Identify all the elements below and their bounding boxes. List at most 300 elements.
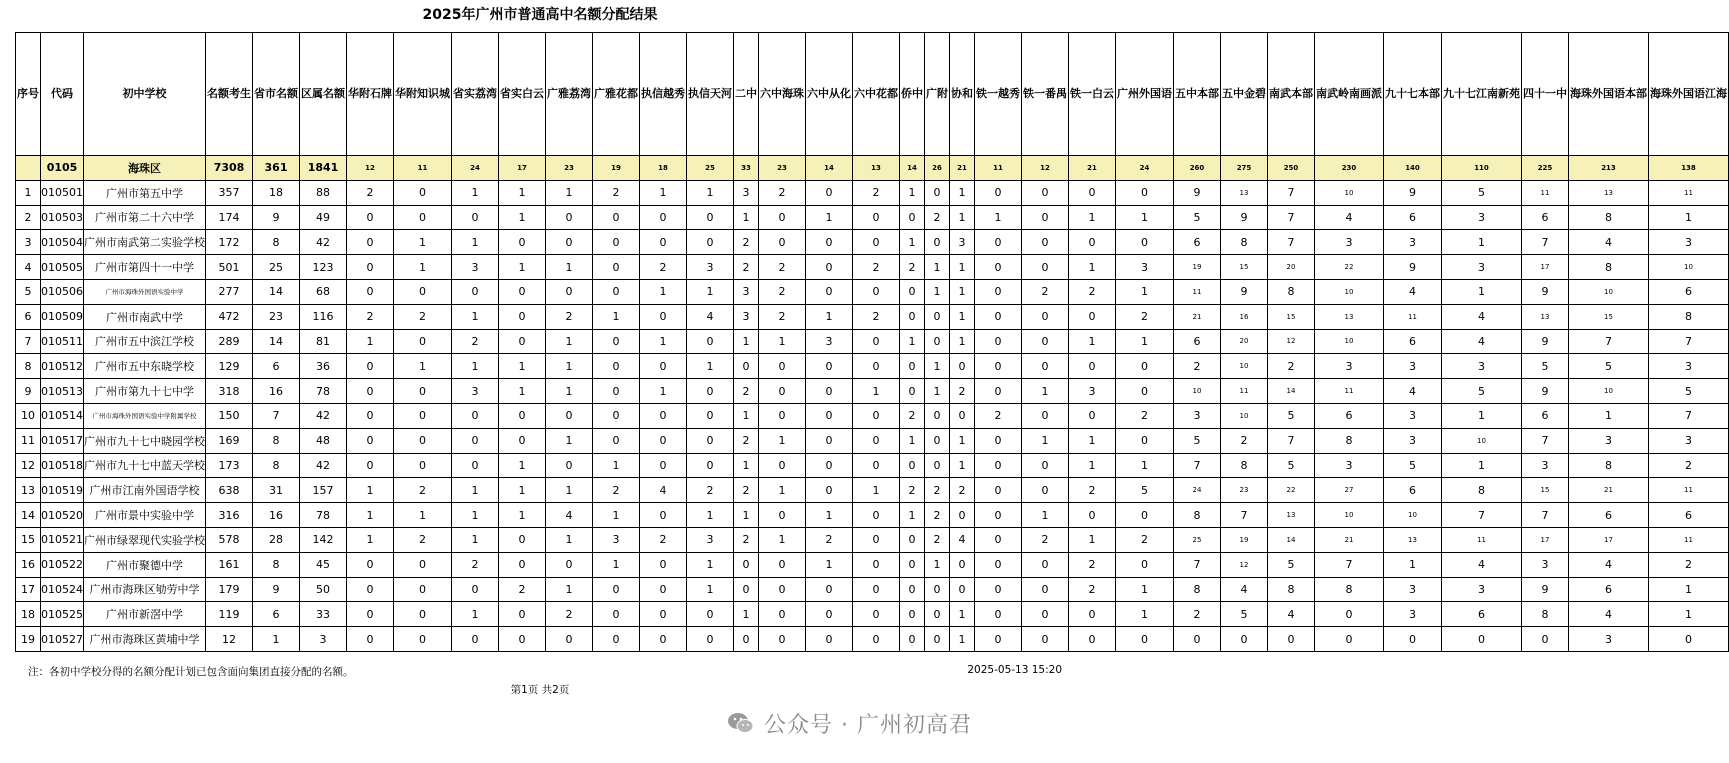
table-cell: 173 (206, 453, 253, 478)
school-name-cell: 广州市海珠区劬劳中学 (84, 577, 206, 602)
table-cell: 1 (1569, 403, 1649, 428)
table-cell: 0 (687, 379, 734, 404)
table-cell: 2 (806, 527, 853, 552)
table-cell: 7 (1268, 205, 1315, 230)
table-cell: 4 (546, 503, 593, 528)
table-cell: 9 (253, 205, 300, 230)
table-cell: 2 (394, 304, 452, 329)
table-cell: 0 (1022, 354, 1069, 379)
table-cell: 1 (1022, 379, 1069, 404)
table-cell: 0 (759, 230, 806, 255)
table-cell: 6 (1569, 503, 1649, 528)
table-cell: 8 (16, 354, 41, 379)
table-cell: 6 (1649, 279, 1729, 304)
table-cell: 0 (950, 552, 975, 577)
table-cell: 12 (16, 453, 41, 478)
table-cell: 1 (925, 379, 950, 404)
table-cell: 0 (687, 205, 734, 230)
table-cell: 1 (734, 205, 759, 230)
table-cell: 19 (1174, 255, 1221, 280)
table-row (16, 527, 1729, 552)
table-cell: 2 (1174, 354, 1221, 379)
table-cell: 1 (950, 627, 975, 652)
table-cell: 2 (1022, 279, 1069, 304)
table-cell: 0 (1022, 602, 1069, 627)
table-cell: 161 (206, 552, 253, 577)
table-cell: 0 (687, 230, 734, 255)
table-cell: 1 (1069, 329, 1116, 354)
table-cell: 0 (347, 627, 394, 652)
table-cell: 78 (300, 379, 347, 404)
table-cell: 0 (759, 205, 806, 230)
table-cell: 8 (1268, 279, 1315, 304)
school-name-cell: 广州市景中实验中学 (84, 503, 206, 528)
table-cell: 0 (499, 279, 546, 304)
table-cell: 0 (925, 627, 950, 652)
school-name-cell: 广州市绿翠现代实验学校 (84, 527, 206, 552)
table-cell: 5 (1442, 180, 1522, 205)
table-cell: 3 (1315, 354, 1384, 379)
table-cell: 1 (759, 527, 806, 552)
table-cell: 1 (950, 304, 975, 329)
table-cell: 23 (546, 156, 593, 181)
table-cell: 3 (1522, 552, 1569, 577)
table-cell: 14 (1268, 527, 1315, 552)
table-cell: 0 (452, 403, 499, 428)
table-cell: 3 (1649, 428, 1729, 453)
table-cell: 6 (16, 304, 41, 329)
table-cell: 1 (499, 379, 546, 404)
table-cell: 1 (687, 279, 734, 304)
table-cell: 0 (593, 329, 640, 354)
table-cell: 3 (300, 627, 347, 652)
table-cell: 3 (452, 379, 499, 404)
table-cell: 48 (300, 428, 347, 453)
table-cell: 13 (1315, 304, 1384, 329)
table-cell: 1 (950, 329, 975, 354)
table-cell: 1 (253, 627, 300, 652)
table-cell: 2 (347, 304, 394, 329)
column-header: 六中花都 (853, 33, 900, 156)
column-header: 广附 (925, 33, 950, 156)
table-cell: 15 (1268, 304, 1315, 329)
table-cell: 12 (1268, 329, 1315, 354)
table-cell: 0 (640, 205, 687, 230)
table-cell: 0 (975, 255, 1022, 280)
table-cell: 24 (452, 156, 499, 181)
table-cell: 4 (1569, 602, 1649, 627)
table-cell: 1 (1116, 453, 1174, 478)
table-cell: 5 (16, 279, 41, 304)
table-cell: 0 (1022, 577, 1069, 602)
table-cell: 0 (1069, 403, 1116, 428)
table-cell: 010504 (41, 230, 84, 255)
table-cell: 0 (853, 428, 900, 453)
table-cell: 1 (499, 354, 546, 379)
table-row (16, 255, 1729, 280)
table-cell: 0 (1384, 627, 1442, 652)
table-cell: 0 (593, 428, 640, 453)
table-cell: 2 (687, 478, 734, 503)
table-cell: 6 (1522, 403, 1569, 428)
table-header-row (16, 33, 1729, 156)
table-cell: 0 (1022, 329, 1069, 354)
table-cell: 33 (734, 156, 759, 181)
table-cell: 174 (206, 205, 253, 230)
table-row (16, 503, 1729, 528)
table-cell: 0 (806, 255, 853, 280)
table-cell: 4 (1442, 329, 1522, 354)
table-cell: 1 (640, 279, 687, 304)
table-cell: 2 (759, 279, 806, 304)
table-cell: 0 (347, 354, 394, 379)
table-cell: 0 (347, 279, 394, 304)
table-cell: 17 (1569, 527, 1649, 552)
table-cell: 0 (806, 403, 853, 428)
table-cell: 010518 (41, 453, 84, 478)
table-cell: 14 (253, 279, 300, 304)
table-cell: 0 (593, 230, 640, 255)
school-name-cell: 广州市江南外国语学校 (84, 478, 206, 503)
table-cell: 3 (734, 304, 759, 329)
table-cell: 2 (925, 478, 950, 503)
table-cell: 0 (806, 230, 853, 255)
table-cell: 0 (975, 478, 1022, 503)
table-cell: 10 (1442, 428, 1522, 453)
table-cell: 0 (1116, 180, 1174, 205)
table-cell: 1 (1069, 453, 1116, 478)
table-cell: 25 (1174, 527, 1221, 552)
table-cell: 13 (1384, 527, 1442, 552)
table-cell: 0 (975, 354, 1022, 379)
table-cell: 010522 (41, 552, 84, 577)
table-cell: 9 (1174, 180, 1221, 205)
table-cell: 0 (853, 403, 900, 428)
table-cell: 9 (253, 577, 300, 602)
table-cell: 0 (593, 577, 640, 602)
table-cell: 36 (300, 354, 347, 379)
table-cell: 1 (394, 503, 452, 528)
table-cell: 1 (394, 255, 452, 280)
table-cell: 78 (300, 503, 347, 528)
column-header: 南武本部 (1268, 33, 1315, 156)
table-cell: 19 (16, 627, 41, 652)
table-cell: 0 (687, 329, 734, 354)
table-cell: 1 (806, 552, 853, 577)
table-cell: 1 (640, 329, 687, 354)
table-cell: 13 (1522, 304, 1569, 329)
table-cell: 0 (853, 279, 900, 304)
table-cell: 1 (1384, 552, 1442, 577)
table-row (16, 453, 1729, 478)
table-cell: 0 (1069, 354, 1116, 379)
table-cell: 15 (1522, 478, 1569, 503)
table-cell: 5 (1442, 379, 1522, 404)
table-cell: 5 (1116, 478, 1174, 503)
table-cell: 0 (853, 527, 900, 552)
table-cell: 12 (1221, 552, 1268, 577)
table-cell: 0 (734, 354, 759, 379)
table-cell: 0 (759, 577, 806, 602)
table-cell: 88 (300, 180, 347, 205)
table-cell: 0 (1315, 602, 1384, 627)
table-cell: 8 (1315, 428, 1384, 453)
table-cell: 1 (759, 428, 806, 453)
table-cell: 2 (900, 255, 925, 280)
table-cell: 0 (1315, 627, 1384, 652)
table-cell: 1 (1069, 527, 1116, 552)
table-cell: 1 (900, 180, 925, 205)
table-cell: 1 (452, 230, 499, 255)
table-cell: 0 (452, 428, 499, 453)
table-cell: 3 (734, 279, 759, 304)
table-cell: 9 (1221, 205, 1268, 230)
table-cell: 1 (925, 354, 950, 379)
table-cell: 0 (640, 354, 687, 379)
table-cell: 0 (499, 329, 546, 354)
table-cell: 1 (499, 478, 546, 503)
school-name-cell: 广州市第九十七中学 (84, 379, 206, 404)
table-cell: 7 (1649, 403, 1729, 428)
table-cell: 0 (853, 503, 900, 528)
table-cell: 14 (806, 156, 853, 181)
table-cell: 010520 (41, 503, 84, 528)
table-cell: 3 (16, 230, 41, 255)
table-cell: 42 (300, 230, 347, 255)
table-cell: 010503 (41, 205, 84, 230)
table-cell: 179 (206, 577, 253, 602)
column-header: 五中本部 (1174, 33, 1221, 156)
table-cell: 0 (640, 552, 687, 577)
table-cell: 15 (16, 527, 41, 552)
table-cell: 2 (1022, 527, 1069, 552)
table-cell: 17 (1522, 255, 1569, 280)
table-cell: 3 (1384, 577, 1442, 602)
table-cell: 0 (1649, 627, 1729, 652)
table-cell: 0 (640, 627, 687, 652)
table-cell: 1 (734, 602, 759, 627)
table-cell: 1 (950, 180, 975, 205)
table-cell: 0 (499, 602, 546, 627)
table-cell: 0 (347, 552, 394, 577)
table-cell: 6 (1442, 602, 1522, 627)
table-cell: 142 (300, 527, 347, 552)
table-cell: 0 (759, 602, 806, 627)
table-row (16, 230, 1729, 255)
column-header: 六中海珠 (759, 33, 806, 156)
table-cell: 0 (1116, 379, 1174, 404)
school-name-cell: 广州市海珠区黄埔中学 (84, 627, 206, 652)
table-cell: 3 (1116, 255, 1174, 280)
table-cell: 316 (206, 503, 253, 528)
table-cell: 6 (1649, 503, 1729, 528)
table-cell: 010505 (41, 255, 84, 280)
table-row (16, 354, 1729, 379)
table-cell: 1 (347, 527, 394, 552)
table-cell: 1 (499, 205, 546, 230)
table-cell: 16 (253, 503, 300, 528)
table-cell: 3 (1569, 428, 1649, 453)
table-cell: 0 (975, 329, 1022, 354)
table-cell: 2 (734, 230, 759, 255)
table-cell: 7 (1315, 552, 1384, 577)
table-cell: 0 (1069, 304, 1116, 329)
table-cell: 2 (1221, 428, 1268, 453)
school-name-cell: 广州市聚德中学 (84, 552, 206, 577)
table-cell: 1 (593, 304, 640, 329)
table-cell: 1 (1116, 577, 1174, 602)
table-cell: 8 (253, 428, 300, 453)
table-cell: 0 (925, 453, 950, 478)
table-cell: 0 (759, 403, 806, 428)
table-cell: 0 (759, 503, 806, 528)
table-cell: 0 (734, 577, 759, 602)
table-cell: 23 (759, 156, 806, 181)
table-cell: 0 (975, 627, 1022, 652)
table-cell: 172 (206, 230, 253, 255)
table-cell: 0 (593, 354, 640, 379)
table-cell: 2 (900, 478, 925, 503)
table-cell: 10 (1649, 255, 1729, 280)
table-cell: 2 (1116, 527, 1174, 552)
table-cell: 0 (1069, 602, 1116, 627)
table-cell: 11 (1384, 304, 1442, 329)
table-cell: 1 (1022, 503, 1069, 528)
table-cell: 0 (687, 428, 734, 453)
table-cell: 2 (1069, 279, 1116, 304)
table-cell: 0 (806, 627, 853, 652)
table-cell: 1 (593, 503, 640, 528)
table-cell: 0 (1522, 627, 1569, 652)
table-cell: 0 (546, 627, 593, 652)
table-cell: 0 (593, 255, 640, 280)
table-cell: 8 (1268, 577, 1315, 602)
allocation-table (15, 32, 1729, 652)
table-cell: 0 (640, 230, 687, 255)
table-cell: 11 (16, 428, 41, 453)
table-cell: 1 (499, 180, 546, 205)
table-cell: 0 (593, 279, 640, 304)
table-cell: 3 (1384, 354, 1442, 379)
table-cell: 0 (900, 602, 925, 627)
table-cell: 1 (1649, 577, 1729, 602)
table-cell: 1 (687, 503, 734, 528)
table-cell: 17 (499, 156, 546, 181)
table-cell: 0 (1022, 205, 1069, 230)
table-cell: 0 (1221, 627, 1268, 652)
table-cell: 0 (900, 379, 925, 404)
table-cell: 1 (546, 478, 593, 503)
table-cell: 1 (900, 230, 925, 255)
column-header: 海珠外国语江海 (1649, 33, 1729, 156)
table-cell: 0 (640, 503, 687, 528)
table-cell: 1 (900, 329, 925, 354)
table-cell: 19 (1221, 527, 1268, 552)
table-cell: 2 (853, 255, 900, 280)
table-cell: 2 (759, 255, 806, 280)
table-cell: 11 (1174, 279, 1221, 304)
table-cell: 0 (853, 205, 900, 230)
table-cell: 1 (734, 453, 759, 478)
school-name-cell: 广州市第五中学 (84, 180, 206, 205)
table-cell: 16 (16, 552, 41, 577)
column-header: 广雅荔湾 (546, 33, 593, 156)
table-cell: 1 (640, 180, 687, 205)
table-cell: 0 (1069, 180, 1116, 205)
table-cell: 3 (1442, 354, 1522, 379)
table-cell: 2 (853, 304, 900, 329)
table-cell: 0 (900, 527, 925, 552)
table-cell: 0 (806, 453, 853, 478)
table-cell: 16 (1221, 304, 1268, 329)
table-cell: 0 (640, 403, 687, 428)
table-cell: 0 (394, 552, 452, 577)
table-cell: 0 (394, 403, 452, 428)
column-header: 省实白云 (499, 33, 546, 156)
table-cell: 2 (1174, 602, 1221, 627)
column-header: 区属名额 (300, 33, 347, 156)
column-header: 执信天河 (687, 33, 734, 156)
table-cell: 0 (499, 552, 546, 577)
table-cell: 0 (499, 230, 546, 255)
table-cell: 1 (499, 255, 546, 280)
table-cell: 0 (950, 403, 975, 428)
table-cell: 1 (950, 205, 975, 230)
table-cell: 0 (347, 577, 394, 602)
table-cell: 1 (640, 379, 687, 404)
school-name-cell: 广州市五中滨江学校 (84, 329, 206, 354)
table-cell: 1 (734, 403, 759, 428)
table-cell: 33 (300, 602, 347, 627)
table-cell: 26 (925, 156, 950, 181)
table-cell: 116 (300, 304, 347, 329)
table-cell: 010513 (41, 379, 84, 404)
table-cell: 12 (347, 156, 394, 181)
table-cell: 15 (1569, 304, 1649, 329)
table-cell: 0 (975, 527, 1022, 552)
table-cell: 2 (950, 379, 975, 404)
table-cell: 0 (347, 428, 394, 453)
table-cell: 0 (640, 577, 687, 602)
table-cell: 289 (206, 329, 253, 354)
table-cell: 21 (950, 156, 975, 181)
table-cell: 1 (1069, 255, 1116, 280)
table-cell: 2 (452, 552, 499, 577)
table-row (16, 602, 1729, 627)
table-cell: 0 (1116, 627, 1174, 652)
table-cell: 1 (806, 503, 853, 528)
table-row (16, 304, 1729, 329)
table-cell: 1 (347, 329, 394, 354)
table-cell: 0 (1116, 354, 1174, 379)
table-cell: 2 (1069, 478, 1116, 503)
table-cell: 27 (1315, 478, 1384, 503)
table-cell: 0 (1022, 230, 1069, 255)
table-cell: 0 (499, 627, 546, 652)
table-cell: 11 (1315, 379, 1384, 404)
table-cell: 2 (16, 205, 41, 230)
table-cell: 2 (853, 180, 900, 205)
column-header: 铁一白云 (1069, 33, 1116, 156)
table-cell: 0 (759, 379, 806, 404)
column-header: 华附知识城 (394, 33, 452, 156)
table-cell: 1 (452, 527, 499, 552)
table-cell: 0 (347, 230, 394, 255)
table-cell: 260 (1174, 156, 1221, 181)
table-cell: 6 (1522, 205, 1569, 230)
table-cell: 7 (1268, 180, 1315, 205)
table-cell: 0 (640, 304, 687, 329)
